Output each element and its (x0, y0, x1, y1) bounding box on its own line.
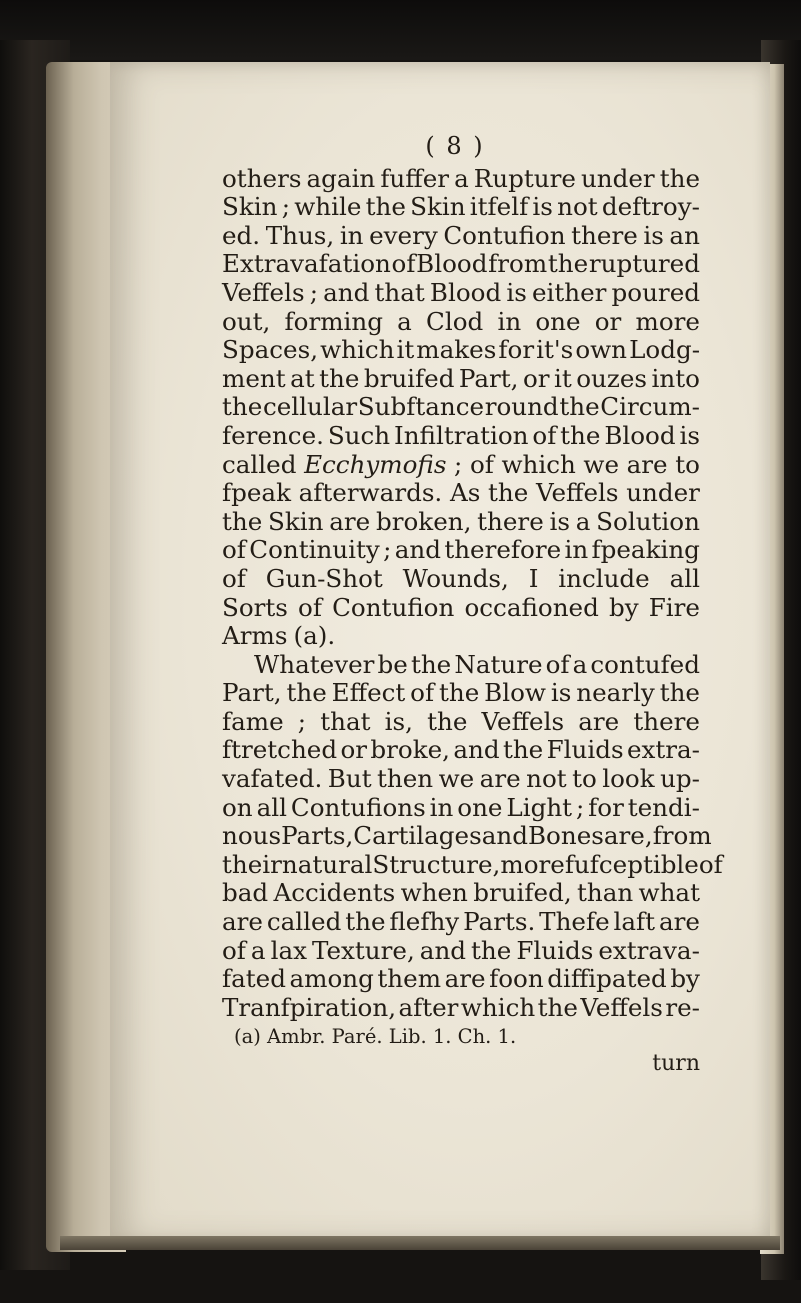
word: out, (222, 306, 271, 336)
word: while (294, 192, 362, 222)
word: Wounds, (402, 563, 509, 593)
text-line (222, 794, 700, 823)
word: that (320, 706, 371, 736)
word: ; (454, 449, 463, 479)
word: laft (613, 907, 656, 937)
word: under (626, 478, 700, 508)
word: broken, (375, 506, 472, 536)
word: the (559, 392, 600, 422)
word: Blow (484, 678, 546, 708)
word: extrava- (598, 935, 700, 965)
word: Fluids (546, 735, 624, 765)
text-line (222, 736, 700, 765)
text-line (222, 708, 700, 737)
word: a (454, 163, 469, 193)
text-line (222, 765, 700, 794)
word: bad (222, 878, 269, 908)
word: look (602, 764, 655, 794)
word: Part, (458, 363, 519, 393)
word: more (500, 849, 565, 879)
word: the (659, 678, 700, 708)
word: by (608, 592, 639, 622)
word: Thefe (539, 907, 610, 937)
word: in (339, 220, 364, 250)
word: Extravafation (222, 249, 391, 279)
word: Subftance (357, 392, 485, 422)
text-line (222, 250, 700, 279)
word: is, (384, 706, 413, 736)
word: every (369, 220, 438, 250)
word: Whatever (254, 649, 375, 679)
word: natural (281, 849, 373, 879)
word: which (501, 449, 576, 479)
word: Contufion (443, 220, 566, 250)
text-line (222, 193, 700, 222)
word: Texture, (312, 935, 415, 965)
word: the (438, 678, 480, 708)
word: are (444, 964, 486, 994)
word: are, (603, 821, 653, 851)
word: Light (506, 792, 573, 822)
word: by (670, 964, 700, 994)
word: nous (222, 821, 282, 851)
word: a (250, 935, 266, 965)
word: are (658, 907, 700, 937)
word: round (484, 392, 559, 422)
word: Veffels (481, 706, 565, 736)
text-line (222, 222, 700, 251)
word: is (506, 277, 527, 307)
word: is (549, 506, 570, 536)
text-line (222, 565, 700, 594)
word: fame (222, 706, 284, 736)
word: Parts. (463, 907, 536, 937)
page-text (222, 132, 723, 1078)
text-line (222, 279, 700, 308)
word: itfelf (469, 192, 529, 222)
word: Clod (426, 306, 484, 336)
word: from (488, 249, 548, 279)
word: the (365, 192, 406, 222)
word: the (560, 420, 601, 450)
word: it (396, 335, 415, 365)
word: ment (222, 363, 286, 393)
word: be (377, 649, 408, 679)
word: Veffels (535, 478, 619, 508)
word: Effect (331, 678, 406, 708)
word: up- (660, 764, 700, 794)
word: on (222, 792, 253, 822)
word: include (558, 563, 650, 593)
word: are (222, 907, 263, 937)
word: there (477, 506, 544, 536)
word: Tranfpiration, (222, 992, 397, 1022)
word: Blood (604, 420, 676, 450)
word: bruifed (363, 363, 455, 393)
word: of (391, 249, 416, 279)
word: Continuity (249, 535, 380, 565)
word: of (532, 420, 557, 450)
word: afterwards. (298, 478, 443, 508)
word: of (698, 849, 723, 879)
word: called (222, 449, 297, 479)
word: are (578, 706, 620, 736)
word: which (460, 992, 536, 1022)
word: it's (536, 335, 574, 365)
word: ference. (222, 420, 324, 450)
word: fpeak (222, 478, 291, 508)
text-line (222, 508, 700, 537)
word: therefore (444, 535, 562, 565)
text-line (222, 651, 700, 680)
text-line (222, 994, 700, 1023)
word: then (377, 764, 434, 794)
word: diffipated (547, 964, 667, 994)
word: fuffer (380, 163, 450, 193)
word: As (449, 478, 481, 508)
text-line (222, 965, 700, 994)
word: is (643, 220, 664, 250)
word: flefhy (389, 907, 460, 937)
word: re- (665, 992, 700, 1022)
word: Fluids (516, 935, 594, 965)
word: in (429, 792, 454, 822)
word: it (554, 363, 572, 393)
text-line (222, 479, 700, 508)
word: for (588, 792, 624, 822)
word: fated (222, 964, 286, 994)
word: But (327, 764, 372, 794)
word: and (323, 277, 370, 307)
word: of (545, 649, 570, 679)
word: Accidents (273, 878, 396, 908)
word: their (222, 849, 282, 879)
word: broke, (370, 735, 450, 765)
word: I (528, 563, 539, 593)
word: ; (383, 535, 392, 565)
word: Lodg- (629, 335, 700, 365)
word: contufed (590, 649, 700, 679)
word: the (488, 478, 529, 508)
word: and (481, 821, 528, 851)
word: are (626, 449, 668, 479)
word: Skin (410, 192, 466, 222)
page-number: ( 8 ) (425, 132, 485, 160)
word: fufceptible (564, 849, 699, 879)
word: fpeaking (591, 535, 700, 565)
word: all (669, 563, 700, 593)
word: ; (281, 192, 290, 222)
word: ; (309, 277, 318, 307)
word: of (410, 678, 435, 708)
word: own (575, 335, 628, 365)
word: are (479, 764, 521, 794)
text-line (222, 594, 700, 623)
word: the (659, 163, 700, 193)
word: Blood (429, 277, 502, 307)
word: deftroy- (601, 192, 700, 222)
word: a (397, 306, 412, 336)
text-line (222, 821, 712, 851)
text-line (222, 622, 700, 651)
word: when (400, 878, 468, 908)
word: all (256, 792, 287, 822)
word: and (419, 935, 467, 965)
word: not (526, 764, 567, 794)
word: poured (611, 277, 700, 307)
word: others (222, 163, 302, 193)
word: under (580, 163, 655, 193)
word: the (427, 706, 468, 736)
text-line (222, 336, 700, 365)
word: ; (575, 792, 585, 822)
word: the (471, 935, 512, 965)
word: extra- (626, 735, 700, 765)
word: Parts, (281, 821, 354, 851)
word: makes (416, 335, 497, 365)
word: Contufions (290, 792, 426, 822)
word: Cartilages (353, 821, 482, 851)
word: of (298, 592, 322, 622)
word: what (638, 878, 700, 908)
word: to (572, 764, 597, 794)
word: the (222, 392, 263, 422)
text-line (222, 879, 700, 908)
word: there (633, 706, 700, 736)
word: the (319, 363, 360, 393)
footnote: (a) Ambr. Paré. Lib. 1. Ch. 1. (234, 1025, 517, 1049)
word: at (290, 363, 315, 393)
word: Ecchymofis (304, 449, 447, 479)
word: a (575, 506, 591, 536)
word: ; (297, 706, 307, 736)
word: one (457, 792, 503, 822)
word: ed. (222, 220, 261, 250)
word: from (652, 821, 712, 851)
word: Blood (416, 249, 488, 279)
text-line (222, 393, 700, 422)
word: and (453, 735, 500, 765)
word: Nature (454, 649, 543, 679)
text-line (222, 679, 700, 708)
word: more (635, 306, 700, 336)
word: either (531, 277, 607, 307)
word: the (537, 992, 578, 1022)
word: is (550, 678, 572, 708)
word: ftretched (222, 735, 338, 765)
word: called (266, 907, 342, 937)
word: for (498, 335, 535, 365)
word: that (374, 277, 425, 307)
word: the (222, 506, 263, 536)
text-line (222, 308, 700, 337)
word: a (572, 649, 588, 679)
word: foon (489, 964, 544, 994)
word: Veffels (222, 277, 305, 307)
word: Skin (268, 506, 324, 536)
word: nearly (576, 678, 655, 708)
word: Skin (222, 192, 278, 222)
text-line (222, 451, 700, 480)
word: we (583, 449, 620, 479)
word: occafioned (464, 592, 599, 622)
word: not (557, 192, 598, 222)
word: Spaces, (222, 335, 319, 365)
word: forming (284, 306, 383, 336)
word: or (340, 735, 368, 765)
word: is (532, 192, 553, 222)
word: an (669, 220, 700, 250)
word: the (502, 735, 544, 765)
cover-top-edge (0, 0, 801, 60)
word: Solution (596, 506, 700, 536)
word: tendi- (627, 792, 700, 822)
word: again (306, 163, 376, 193)
word: cellular (262, 392, 358, 422)
text-line (222, 536, 700, 565)
cover-bottom-edge (60, 1236, 780, 1250)
catchword: turn (652, 1051, 700, 1077)
word: of (222, 935, 246, 965)
word: after (398, 992, 459, 1022)
word: them (377, 964, 442, 994)
word: of (222, 563, 246, 593)
word: Thus, (265, 220, 335, 250)
word: is (679, 420, 700, 450)
word: into (651, 363, 700, 393)
word: lax (270, 935, 307, 965)
word: Part, (222, 678, 282, 708)
word: in (497, 306, 522, 336)
word: the (345, 907, 386, 937)
text-line (222, 849, 723, 880)
word: Structure, (372, 849, 501, 879)
word: Such (327, 420, 391, 450)
word: of (222, 535, 246, 565)
word: than (576, 878, 634, 908)
word: the (547, 249, 589, 279)
word: or (522, 363, 550, 393)
body-text (222, 163, 723, 1023)
word: (a). (293, 621, 336, 651)
word: are (329, 506, 371, 536)
word: Gun-Shot (265, 563, 383, 593)
word: to (675, 449, 700, 479)
word: ruptured (588, 249, 700, 279)
text-line (222, 937, 700, 966)
text-line (222, 165, 700, 194)
word: among (289, 964, 374, 994)
word: we (438, 764, 475, 794)
word: there (571, 220, 638, 250)
word: Fire (648, 592, 700, 622)
word: which (320, 335, 395, 365)
word: Arms (222, 621, 288, 651)
text-line (222, 422, 700, 451)
word: vafated. (222, 764, 323, 794)
text-line (222, 908, 700, 937)
word: and (394, 535, 441, 565)
word: Rupture (473, 163, 576, 193)
word: Circum- (600, 392, 700, 422)
text-line (222, 365, 700, 394)
word: one (535, 306, 581, 336)
word: ouzes (576, 363, 648, 393)
word: the (410, 649, 452, 679)
word: of (469, 449, 494, 479)
word: or (594, 306, 622, 336)
word: Contufion (332, 592, 455, 622)
word: Infiltration (394, 420, 529, 450)
word: Bones (527, 821, 604, 851)
word: Veffels (580, 992, 663, 1022)
word: Sorts (222, 592, 288, 622)
word: in (564, 535, 589, 565)
word: the (286, 678, 327, 708)
word: bruifed, (473, 878, 572, 908)
